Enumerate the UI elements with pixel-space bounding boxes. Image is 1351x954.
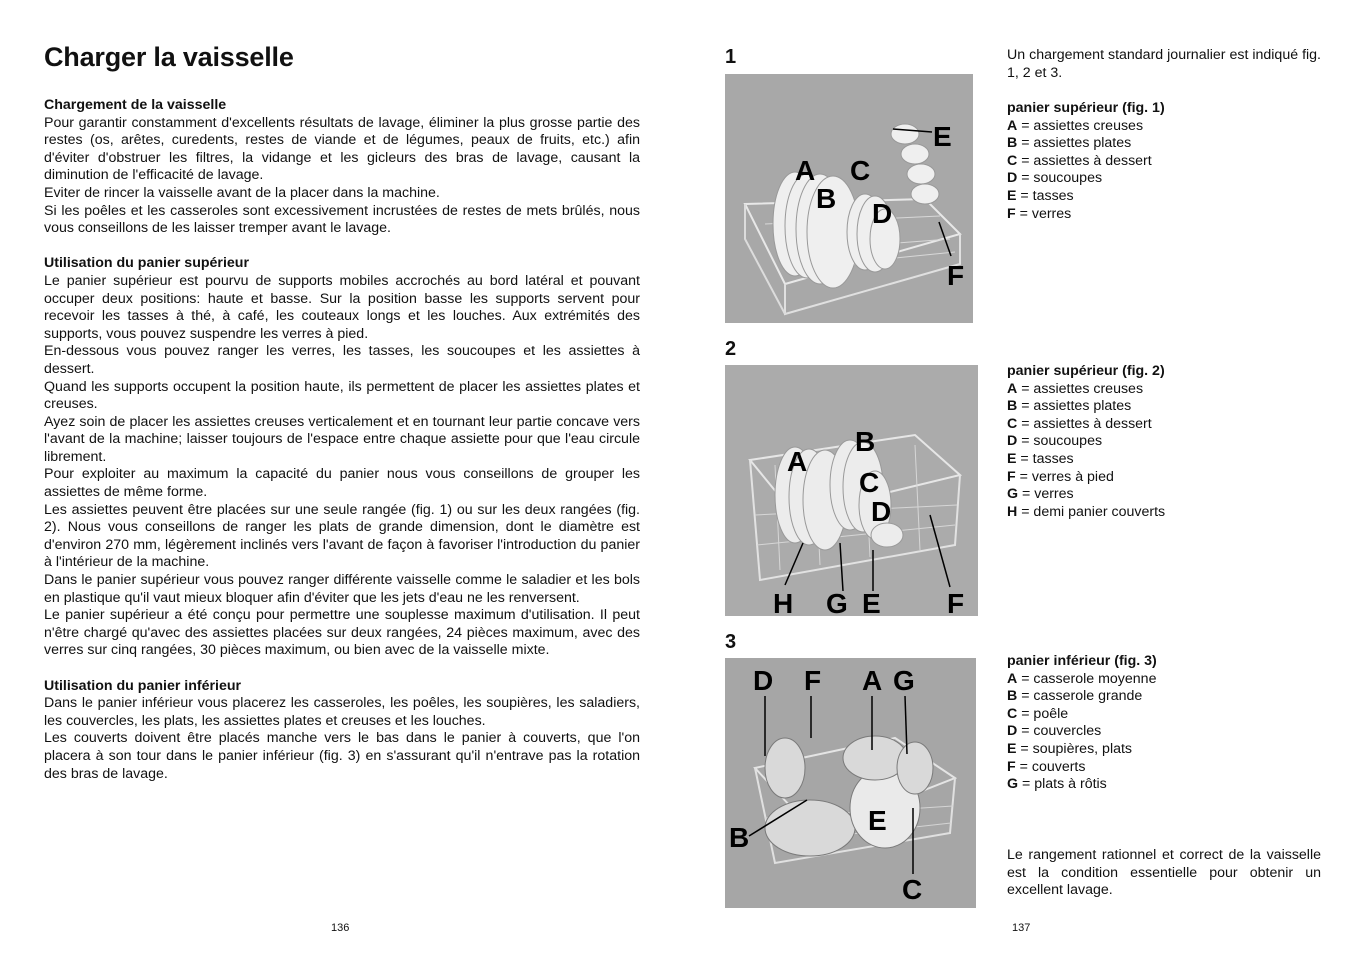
paragraph: Quand les supports occupent la position haute, ils permettent de placer les assiettes plates et creuses. <box>44 378 640 413</box>
left-body <box>44 97 640 783</box>
legend-item: C = assiettes à dessert <box>1007 415 1152 432</box>
figure-number-1: 1 <box>725 46 737 68</box>
legend-item: F = verres à pied <box>1007 468 1114 485</box>
legend-fig-2 <box>1007 363 1321 521</box>
legend-item: A = assiettes creuses <box>1007 117 1144 134</box>
figure-3-photo <box>725 658 976 908</box>
figure-label: B <box>729 822 750 853</box>
figure-label: B <box>855 426 876 457</box>
figure-1-photo <box>725 74 973 323</box>
figure-label: F <box>947 588 965 616</box>
figure-label: F <box>804 665 822 696</box>
legend-item: E = soupières, plats <box>1007 740 1133 757</box>
figure-label: G <box>826 588 848 616</box>
legend-item: C = poêle <box>1007 705 1069 722</box>
legend-fig-1 <box>1007 100 1321 223</box>
figure-label: A <box>795 155 816 186</box>
intro-paragraph: Un chargement standard journalier est indiqué fig. 1, 2 et 3. <box>1007 47 1321 81</box>
paragraph: Eviter de rincer la vaisselle avant de la placer dans la machine. <box>44 184 440 201</box>
legend-item: H = demi panier couverts <box>1007 503 1166 520</box>
figure-number-3: 3 <box>725 631 737 653</box>
conclusion-text <box>1007 847 1321 900</box>
figure-label: C <box>859 467 880 498</box>
section-heading: Chargement de la vaisselle <box>44 97 227 113</box>
legend-item: B = assiettes plates <box>1007 398 1132 415</box>
figure-number-2: 2 <box>725 338 737 360</box>
intro-text <box>1007 47 1321 82</box>
legend-item: F = verres <box>1007 205 1072 222</box>
legend-fig-3 <box>1007 653 1321 794</box>
paragraph: Le panier supérieur est pourvu de supports mobiles accrochés au bord latéral et pouvant occuper deux positions: haute et basse. Sur la position basse les supports servent pour recevoir les tasses à thé, à café, les couteaux longs et les louches. Aux extrémités des supports, vous pouvez suspendre les verres à pied. <box>44 272 640 342</box>
legend-item: E = tasses <box>1007 450 1074 467</box>
page-number-right: 137 <box>1012 922 1031 934</box>
figure-label: D <box>872 198 893 229</box>
page-number-left: 136 <box>331 922 350 934</box>
conclusion-paragraph: Le rangement rationnel et correct de la vaisselle est la condition essentielle pour obtenir un excellent lavage. <box>1007 847 1321 899</box>
figure-label: A <box>862 665 883 696</box>
legend-heading: panier supérieur (fig. 2) <box>1007 363 1165 379</box>
figure-label: F <box>947 260 965 291</box>
legend-heading: panier inférieur (fig. 3) <box>1007 653 1157 669</box>
legend-item: A = casserole moyenne <box>1007 670 1157 687</box>
paragraph: Pour exploiter au maximum la capacité du panier nous vous conseillons de grouper les assiettes de même forme. <box>44 466 640 501</box>
legend-item: C = assiettes à dessert <box>1007 152 1152 169</box>
figure-label: A <box>787 446 808 477</box>
paragraph: Dans le panier supérieur vous pouvez ranger différente vaisselle comme le saladier et les bols en plastique qu'il vaut mieux bloquer afin d'éviter que les jets d'eau ne les renversent. <box>44 572 640 606</box>
legend-item: B = assiettes plates <box>1007 135 1132 152</box>
legend-item: E = tasses <box>1007 187 1074 204</box>
paragraph: En-dessous vous pouvez ranger les verres, les tasses, les soucoupes et les assiettes à dessert. <box>44 343 640 377</box>
paragraph: Les assiettes peuvent être placées sur une seule rangée (fig. 1) ou sur les deux rangées (fig. 2). Nous vous conseillons de ranger les plats de grande dimension, dont le diamètre est d'environ 270 mm, légèrement inclinés vers l'avant de façon à favoriser l'introduction du panier à l'intérieur de la machine. <box>44 501 640 571</box>
legend-item: G = plats à rôtis <box>1007 776 1107 793</box>
figure-label: E <box>933 121 952 152</box>
legend-heading: panier supérieur (fig. 1) <box>1007 100 1165 116</box>
paragraph: Pour garantir constamment d'excellents résultats de lavage, éliminer la plus grosse partie des restes (os, arêtes, curedents, restes de viande et de légumes, peaux de fruits, etc.) afin d'éviter d'obstruer les filtres, la vidange et les gicleurs des bras de lavage, causant la diminution de l'efficacité de lavage. <box>44 114 640 184</box>
legend-item: D = couvercles <box>1007 723 1102 740</box>
figure-label: C <box>902 874 923 905</box>
paragraph: Les couverts doivent être placés manche vers le bas dans le panier à couverts, que l'on placera à son tour dans le panier inférieur (fig. 3) en s'assurant qu'il n'entrave pas la rotation des bras de lavage. <box>44 730 640 782</box>
legend-item: D = soucoupes <box>1007 433 1103 450</box>
figure-label: D <box>871 496 892 527</box>
figure-label: B <box>816 183 837 214</box>
figure-label: E <box>868 805 887 836</box>
page-title: Charger la vaisselle <box>44 42 294 72</box>
paragraph: Le panier supérieur a été conçu pour permettre une souplesse maximum d'utilisation. Il peut n'être chargé qu'avec des assiettes placées sur deux rangées, 24 pièces maximum, avec des verres sur cinq rangées, 30 pièces maximum, ou bien avec de la vaisselle mixte. <box>44 607 640 659</box>
legend-item: G = verres <box>1007 486 1074 503</box>
figure-label: H <box>773 588 794 616</box>
legend-item: A = assiettes creuses <box>1007 380 1144 397</box>
legend-item: F = couverts <box>1007 758 1086 775</box>
legend-item: D = soucoupes <box>1007 170 1103 187</box>
figure-label: E <box>862 588 881 616</box>
section-heading: Utilisation du panier supérieur <box>44 255 249 272</box>
section-heading: Utilisation du panier inférieur <box>44 677 242 694</box>
figure-label: C <box>850 155 871 186</box>
paragraph: Ayez soin de placer les assiettes creuses verticalement et en tournant leur partie concave vers l'avant de la machine; laisser toujours de l'espace entre chaque assiette pour que l'eau circule librement. <box>44 413 640 465</box>
paragraph: Si les poêles et les casseroles sont excessivement incrustées de restes de mets brûlés, nous vous conseillons de les laisser tremper avant le lavage. <box>44 202 640 237</box>
legend-item: B = casserole grande <box>1007 688 1143 705</box>
figure-label: G <box>893 665 915 696</box>
paragraph: Dans le panier inférieur vous placerez les casseroles, les poêles, les soupières, les saladiers, les couvercles, les plats, les assiettes plates et creuses et les louches. <box>44 695 640 729</box>
figure-2-photo <box>725 365 978 616</box>
figure-label: D <box>753 665 774 696</box>
